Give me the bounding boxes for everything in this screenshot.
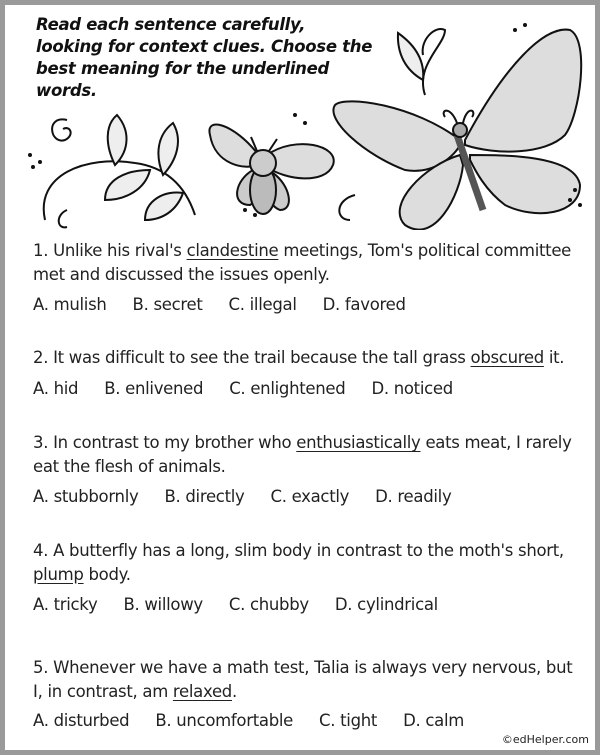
answer-options-5	[33, 711, 490, 730]
option-c[interactable]: C. illegal	[228, 295, 297, 314]
answer-options-4	[33, 595, 464, 614]
option-c[interactable]: C. tight	[319, 711, 378, 730]
answer-options-3	[33, 487, 477, 506]
option-b[interactable]: B. secret	[132, 295, 203, 314]
copyright-credit: ©edHelper.com	[501, 733, 589, 746]
question-3: 3. In contrast to my brother who enthusiastically eats meat, I rarely eat the flesh of animals.	[33, 433, 572, 476]
option-d[interactable]: D. cylindrical	[334, 595, 438, 614]
option-d[interactable]: D. calm	[403, 711, 465, 730]
underlined-word: clandestine	[186, 241, 279, 260]
option-b[interactable]: B. uncomfortable	[155, 711, 294, 730]
question-1: 1. Unlike his rival's clandestine meetings, Tom's political committee met and discussed the issues openly.	[33, 241, 572, 284]
answer-options-1	[33, 295, 432, 314]
option-c[interactable]: C. enlightened	[229, 379, 346, 398]
worksheet-page	[5, 5, 595, 750]
underlined-word: enthusiastically	[296, 433, 421, 452]
butterfly-icon	[333, 29, 581, 230]
option-a[interactable]: A. mulish	[33, 295, 107, 314]
instructions: Read each sentence carefully, looking for context clues. Choose the best meaning for the underlined words.	[36, 15, 373, 100]
option-c[interactable]: C. chubby	[228, 595, 309, 614]
question-2: 2. It was difficult to see the trail because the tall grass obscured it.	[33, 348, 565, 367]
question-5: 5. Whenever we have a math test, Talia is always very nervous, but I, in contrast, am relaxed.	[33, 658, 573, 701]
option-a[interactable]: A. stubbornly	[33, 487, 139, 506]
question-4: 4. A butterfly has a long, slim body in contrast to the moth's short, plump body.	[33, 541, 564, 584]
answer-options-2	[33, 379, 479, 398]
butterfly-illustration	[5, 5, 595, 230]
option-a[interactable]: A. hid	[33, 379, 79, 398]
option-b[interactable]: B. willowy	[123, 595, 203, 614]
option-b[interactable]: B. directly	[164, 487, 245, 506]
underlined-word: relaxed	[172, 681, 232, 701]
underlined-word: plump	[33, 564, 84, 584]
option-b[interactable]: B. enlivened	[104, 379, 204, 398]
moth-icon	[209, 125, 333, 214]
option-d[interactable]: D. readily	[375, 487, 452, 506]
option-d[interactable]: D. noticed	[371, 379, 453, 398]
option-d[interactable]: D. favored	[322, 295, 406, 314]
option-c[interactable]: C. exactly	[270, 487, 350, 506]
option-a[interactable]: A. disturbed	[33, 711, 130, 730]
option-a[interactable]: A. tricky	[33, 595, 98, 614]
underlined-word: obscured	[470, 348, 544, 367]
